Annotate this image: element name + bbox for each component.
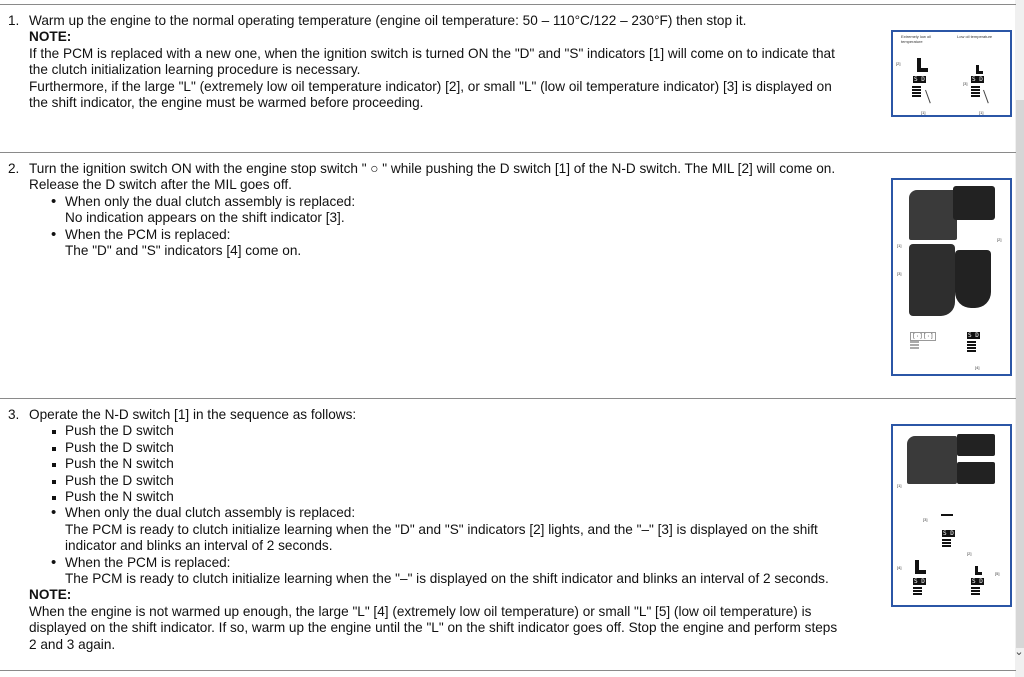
- sd-indicator: S D: [972, 76, 983, 83]
- sd-indicator: S D: [914, 578, 925, 585]
- sd-indicator: S D: [943, 530, 954, 537]
- step-number: 3.: [8, 407, 20, 422]
- case-detail: No indication appears on the shift indicator [3].: [65, 210, 345, 226]
- section-divider: [0, 4, 1016, 5]
- case-title: • When the PCM is replaced:: [65, 226, 231, 242]
- scrollbar-thumb[interactable]: [1016, 100, 1024, 648]
- step-number: 2.: [8, 161, 20, 176]
- gear-bars-icon: [971, 587, 980, 596]
- gear-bars-icon: [942, 539, 951, 548]
- dash-indicator-icon: [941, 514, 953, 516]
- note-line: the shift indicator, the engine must be warmed before proceeding.: [29, 95, 424, 111]
- scroll-down-icon[interactable]: ⌄: [1014, 646, 1024, 658]
- sd-indicator: S D: [972, 578, 983, 585]
- sd-indicator: S D: [914, 76, 925, 83]
- note-label: NOTE:: [29, 587, 72, 603]
- case-detail: indicator and blinks an interval of 2 seconds.: [65, 538, 333, 554]
- figure-label: Extremely low oil temperature: [901, 34, 932, 44]
- switch-closeup-photo: [957, 434, 995, 456]
- leader-line: [925, 90, 931, 103]
- callout: [1]: [897, 483, 902, 488]
- dashboard-photo: [955, 250, 991, 308]
- figure-sequence-indicators: [891, 424, 1012, 607]
- case-title: • When only the dual clutch assembly is replaced:: [65, 193, 356, 209]
- switch-closeup-photo: [957, 462, 995, 484]
- callout: [3]: [963, 81, 968, 86]
- note-label: NOTE:: [29, 29, 72, 45]
- large-l-indicator-icon: [915, 560, 919, 574]
- gear-bars-icon: [913, 587, 922, 596]
- note-line: 2 and 3 again.: [29, 636, 116, 652]
- large-l-indicator-icon: [917, 58, 921, 72]
- sd-indicator: S D: [968, 332, 979, 339]
- callout: [1]: [921, 110, 926, 115]
- figure-label: Low oil temperature: [957, 34, 993, 39]
- callout: [2]: [997, 237, 1002, 242]
- small-l-indicator-icon: [975, 566, 978, 575]
- step-instruction: Operate the N-D switch [1] in the sequence as follows:: [29, 407, 357, 422]
- note-line: Furthermore, if the large "L" (extremely low oil temperature indicator) [2], or small "L" (low oil temperature indicator) [3] is displayed on: [29, 78, 832, 94]
- step-instruction: Warm up the engine to the normal operating temperature (engine oil temperature: 50 – 110°C/122 – 230°F) then stop it.: [29, 13, 747, 28]
- switch-photo: [909, 190, 957, 240]
- callout: [2]: [896, 61, 901, 66]
- list-item: [29, 505, 886, 521]
- sequence-item: Push the N switch: [29, 489, 886, 505]
- small-l-indicator-icon: [976, 65, 979, 74]
- step-1: [8, 13, 886, 111]
- switch-sequence: [29, 423, 886, 505]
- callout: [1]: [897, 243, 902, 248]
- callout: [4]: [897, 565, 902, 570]
- gear-bars-icon: [971, 86, 980, 98]
- note-line: displayed on the shift indicator. If so, warm up the engine until the "L" on the shift indicator goes off. Stop the engine and perform steps: [29, 620, 838, 636]
- callout: [5]: [995, 571, 1000, 576]
- callout: [3]: [923, 517, 928, 522]
- switch-photo: [907, 436, 957, 484]
- callout: [2]: [967, 551, 972, 556]
- list-item: [29, 555, 886, 571]
- case-detail: The PCM is ready to clutch initialize learning when the "–" is displayed on the shift indicator and blinks an interval of 2 seconds.: [65, 571, 829, 587]
- case-title: • When only the dual clutch assembly is replaced:: [65, 505, 356, 521]
- handlebar-photo: [909, 244, 955, 316]
- sequence-item: Push the N switch: [29, 456, 886, 472]
- step-number: 1.: [8, 13, 20, 28]
- callout: [4]: [975, 365, 980, 370]
- case-detail: The "D" and "S" indicators [4] come on.: [65, 243, 302, 259]
- note-line: If the PCM is replaced with a new one, when the ignition switch is turned ON the "D" and "S" indicators [1] will come on to indicate that: [29, 45, 835, 61]
- sequence-item: Push the D switch: [29, 423, 886, 439]
- sequence-item: Push the D switch: [29, 473, 886, 489]
- callout: [1]: [979, 110, 984, 115]
- figure-oil-temp-indicators: [891, 30, 1012, 117]
- section-divider: [0, 670, 1016, 671]
- step-instruction: Release the D switch after the MIL goes off.: [29, 177, 292, 193]
- case-list: [29, 194, 886, 260]
- callout: [3]: [897, 271, 902, 276]
- leader-line: [983, 90, 989, 103]
- figure-switch-and-indicators: [891, 178, 1012, 376]
- case-title: • When the PCM is replaced:: [65, 554, 231, 570]
- gear-bars-icon: [967, 341, 976, 353]
- step-3: [8, 407, 886, 653]
- gear-bars-icon: [910, 341, 919, 350]
- note-line: the clutch initialization learning procedure is necessary.: [29, 62, 361, 78]
- case-detail: The PCM is ready to clutch initialize learning when the "D" and "S" indicators [2] lights, and the "–" [3] is displayed on the shift: [65, 521, 818, 537]
- section-divider: [0, 152, 1016, 153]
- switch-closeup-photo: [953, 186, 995, 220]
- gear-bars-icon: [912, 86, 921, 98]
- step-instruction: Turn the ignition switch ON with the engine stop switch " ○ " while pushing the D switch [1] of the N-D switch. The MIL [2] will come on.: [29, 161, 836, 176]
- sequence-item: Push the D switch: [29, 440, 886, 456]
- list-item: [29, 194, 886, 210]
- list-item: [29, 227, 886, 243]
- note-line: When the engine is not warmed up enough, the large "L" [4] (extremely low oil temperature) or small "L" [5] (low oil temperature) is: [29, 603, 812, 619]
- blank-indicator: [·][·]: [912, 333, 934, 340]
- section-divider: [0, 398, 1016, 399]
- step-2: [8, 161, 886, 259]
- case-list: [29, 505, 886, 587]
